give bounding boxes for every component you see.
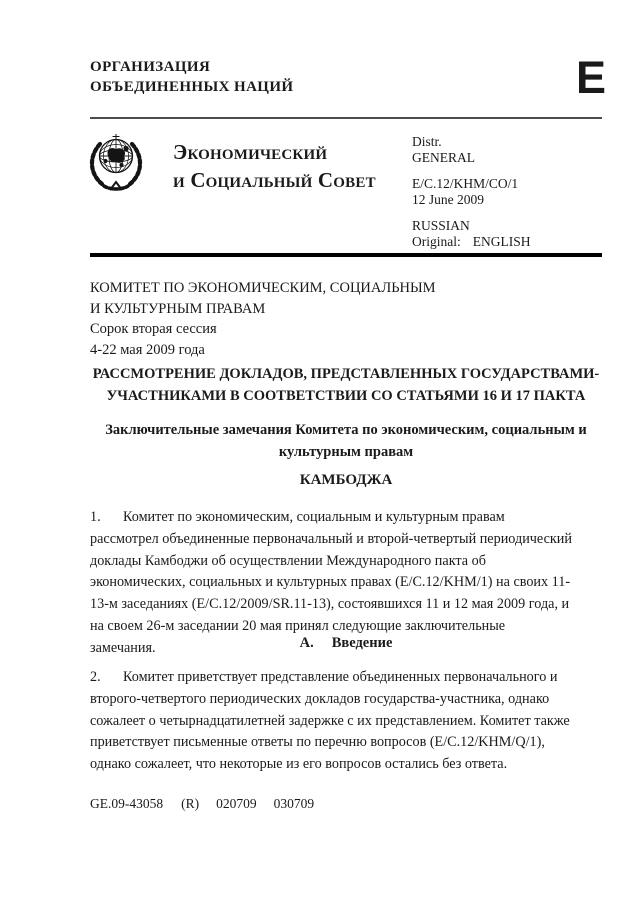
section-letter: А. [299,635,314,651]
council-line-2: и Социальный Совет [173,168,376,192]
document-footer [90,796,314,812]
original-label: Original: [412,234,461,249]
committee-name-line-1: КОМИТЕТ ПО ЭКОНОМИЧЕСКИМ, СОЦИАЛЬНЫМ [90,280,436,296]
distribution-value: GENERAL [412,150,475,165]
original-value: ENGLISH [472,234,531,249]
paragraph-number: 2. [90,669,101,685]
country-heading: КАМБОДЖА [299,472,393,488]
paragraph-2 [90,667,572,776]
footer-language-tag: (R) [181,796,200,811]
subtitle-line-2: культурным правам [278,443,414,460]
council-line-1: Экономический [173,140,328,164]
title-line-2: УЧАСТНИКАМИ В СООТВЕТСТВИИ СО СТАТЬЯМИ 16 И 17 ПАКТА [106,388,586,404]
un-organization-name [90,57,294,97]
subtitle-line-1: Заключительные замечания Комитета по экономическим, социальным и [105,422,587,438]
org-line-2: ОБЪЕДИНЕННЫХ НАЦИЙ [90,79,294,95]
committee-block [90,278,436,360]
original-language [412,234,531,250]
paragraph-number: 1. [90,509,101,525]
footer-date-1: 020709 [216,796,257,811]
org-line-1: ОРГАНИЗАЦИЯ [90,59,211,75]
distribution-block [412,134,531,250]
document-subtitle [90,420,602,463]
document-series-letter: E [576,52,607,103]
spacer [412,208,531,218]
document-date: 12 June 2009 [412,192,484,207]
spacer [412,166,531,176]
section-title: Введение [331,635,393,651]
distribution-label: Distr. [412,134,442,149]
document-language: RUSSIAN [412,218,470,233]
footer-date-2: 030709 [273,796,315,811]
un-emblem-icon [87,131,145,198]
session-number: Сорок вторая сессия [90,321,217,337]
council-title [173,138,376,194]
header-divider [90,117,602,119]
session-dates: 4-22 мая 2009 года [90,341,205,358]
document-title [90,363,602,407]
masthead-divider [90,253,602,257]
section-a-heading [90,635,602,652]
paragraph-text: Комитет приветствует представление объединенных первоначального и второго-четвертого периодических докладов государства-участника, однако сожалеет о четырнадцатилетней задержке с их представлением. Комитет также приветствует письменные ответы по перечню вопросов (E/C.12/KHM/Q/1), однако сожалеет, что некоторые из его вопросов остались без ответа. [90,669,570,773]
title-line-1: РАССМОТРЕНИЕ ДОКЛАДОВ, ПРЕДСТАВЛЕННЫХ ГОСУДАРСТВАМИ- [92,366,600,382]
paragraph-text: Комитет по экономическим, социальным и культурным правам рассмотрел объединенные первоначальный и второй-четвертый периодический доклады Камбоджи об осуществлении Международного пакта об экономических, социальных и культурных правах (E/C.12/KHM/1) на своих 11-13-м заседаниях (E/C.12/2009/SR.11-13), состоявшихся 11 и 12 мая 2009 года, и на своем 26-м заседании 20 мая принял следующие заключительные замечания. [90,509,572,656]
footer-ge-code: GE.09-43058 [90,796,164,811]
committee-name-line-2: И КУЛЬТУРНЫМ ПРАВАМ [90,300,266,317]
document-symbol: E/C.12/KHM/CO/1 [412,176,519,191]
